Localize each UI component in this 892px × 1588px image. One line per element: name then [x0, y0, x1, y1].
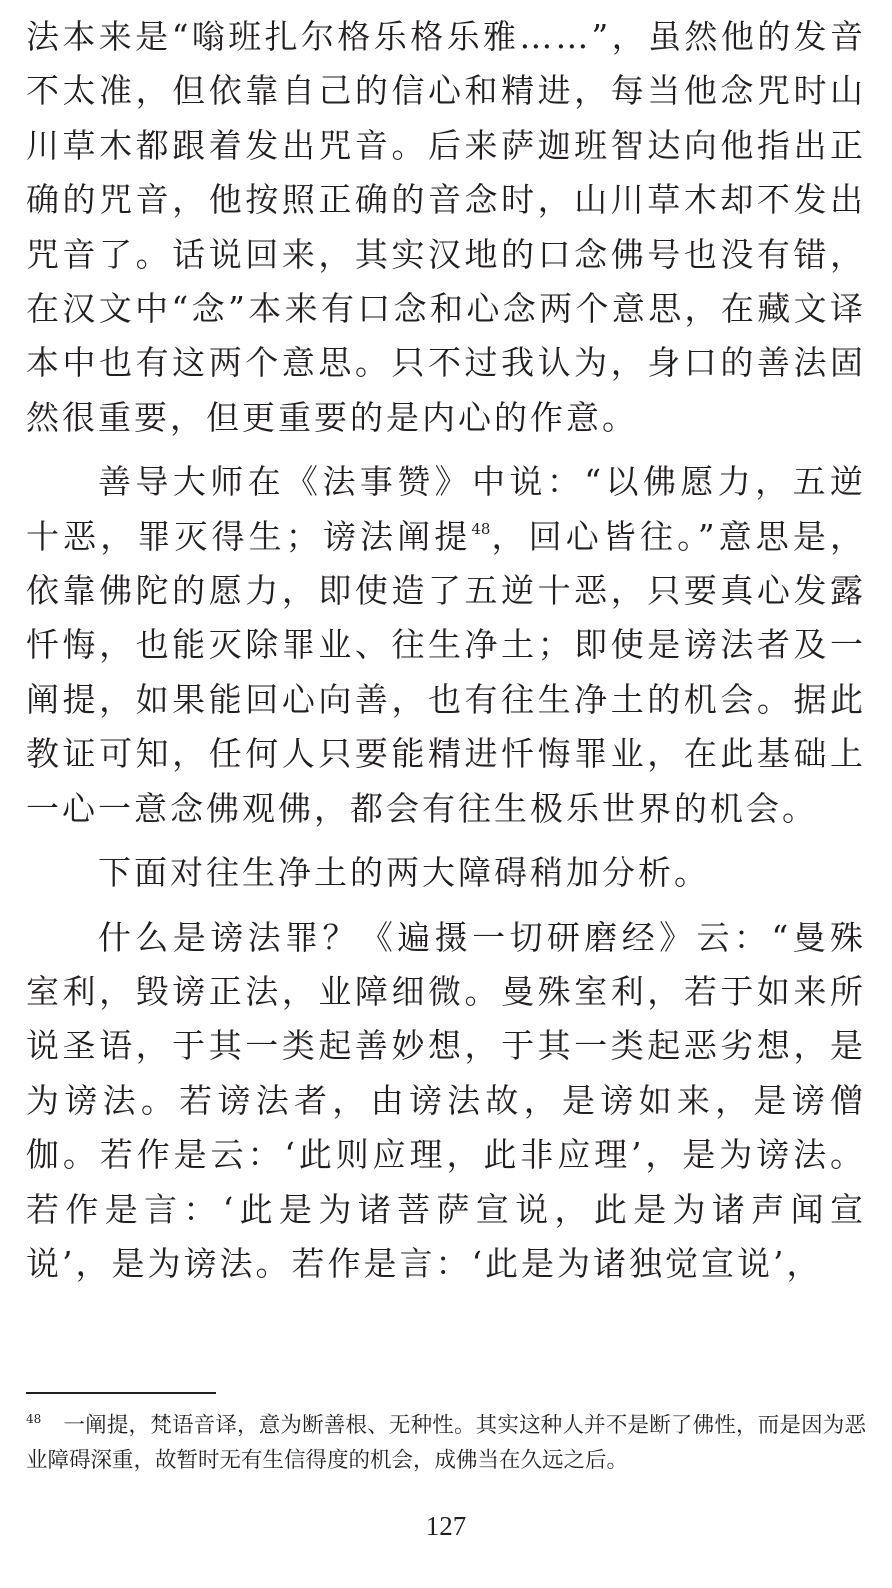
paragraph-slander-definition: 什么是谤法罪？《遍摄一切研磨经》云：“曼殊室利，毁谤正法，业障细微。曼殊室利，若于如来所说圣语，于其一类起善妙想，于其一类起恶劣想，是为谤法。若谤法者，由谤法故，是谤如来，是谤僧伽。若作是云：‘此则应理，此非应理’，是为谤法。若作是言：‘此是为诸菩萨宣说，此是为诸声闻宣说’，是为谤法。若作是言：‘此是为诸独觉宣说’， — [26, 917, 866, 1283]
footnote-divider — [26, 1392, 216, 1394]
page-number: 127 — [425, 1511, 467, 1541]
paragraph-continuation: 法本来是“嗡班扎尔格乐格乐雅……”，虽然他的发音不太准，但依靠自己的信心和精进，每当他念咒时山川草木都跟着发出咒音。后来萨迦班智达向他指出正确的咒音，他按照正确的音念时，山川草木却不发出咒音了。话说回来，其实汉地的口念佛号也没有错，在汉文中“念”本来有口念和心念两个意思，在藏文译本中也有这两个意思。只不过我认为，身口的善法固然很重要，但更重要的是内心的作意。 — [26, 17, 866, 437]
paragraph-text-after-ref: ，回心皆往。”意思是，依靠佛陀的愿力，即使造了五逆十恶，只要真心发露忏悔，也能灭除罪业、往生净土；即使是谤法者及一阐提，如果能回心向善，也有往生净土的机会。据此教证可知，任何人只要能精进忏悔罪业，在此基础上一心一意念佛观佛，都会有往生极乐世界的机会。 — [26, 516, 867, 828]
paragraph-shandao-quote — [26, 455, 866, 836]
footnote-reference[interactable]: 48 — [471, 519, 491, 538]
footnote-text: 一阐提，梵语音译，意为断善根、无种性。其实这种人并不是断了佛性，而是因为恶业障碍深重，故暂时无有生信得度的机会，成佛当在久远之后。 — [26, 1413, 866, 1473]
footnote-number: 48 — [26, 1412, 42, 1426]
paragraph-text-before-ref: 善导大师在《法事赞》中说：“以佛愿力，五逆十恶，罪灭得生；谤法阐提 — [26, 462, 866, 556]
page-body — [26, 10, 866, 1291]
paragraph-intro-obstacles: 下面对往生净土的两大障碍稍加分析。 — [98, 853, 710, 893]
footnote — [26, 1408, 866, 1478]
